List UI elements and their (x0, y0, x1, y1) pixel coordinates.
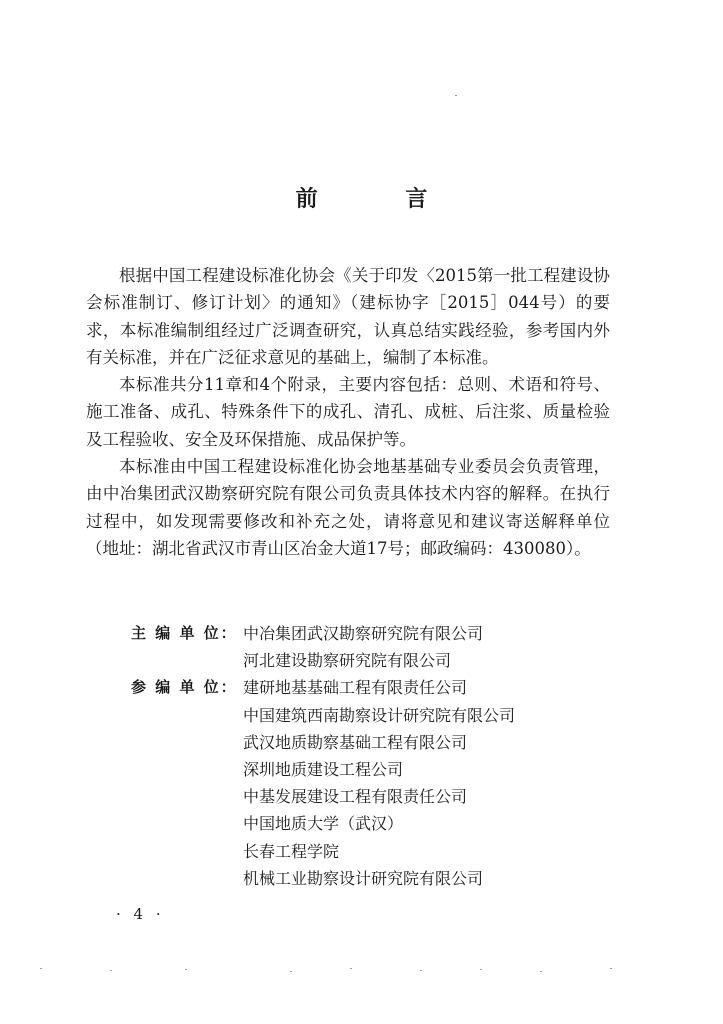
participating-unit-name: 深圳地质建设工程公司 (243, 759, 404, 779)
participating-unit-name: 机械工业勘察设计研究院有限公司 (243, 868, 484, 888)
chief-unit-name: 河北建设勘察研究院有限公司 (243, 651, 452, 671)
participating-unit-name: 建研地基基础工程有限责任公司 (243, 678, 468, 698)
participating-units-label: 参 编 单 位： (131, 678, 238, 697)
unit-list (0, 620, 723, 892)
chief-unit-row (0, 647, 723, 674)
scan-speck (455, 95, 457, 96)
scan-speck (40, 968, 42, 969)
scan-speck (610, 968, 612, 969)
chief-units-label: 主 编 单 位： (131, 624, 238, 642)
scan-speck (480, 969, 482, 970)
participating-unit-name: 中国地质大学（武汉） (243, 814, 404, 834)
participating-unit-row (0, 702, 723, 729)
preface-paragraph-3: 本标准由中国工程建设标准化协会地基基础专业委员会负责管理，由中冶集团武汉勘察研究院有限公司负责具体技术内容的解释。在执行过程中，如发现需要修改和补充之处，请将意见和建议寄送解释单位（地址：湖北省武汉市青山区冶金大道17号；邮政编码：430080）。 (86, 457, 610, 558)
participating-unit-row (0, 838, 723, 865)
preface-paragraph-1: 根据中国工程建设标准化协会《关于印发〈2015第一批工程建设协会标准制订、修订计划〉的通知》（建标协字［2015］044号）的要求，本标准编制组经过广泛调查研究，认真总结实践经验，参考国内外有关标准，并在广泛征求意见的基础上，编制了本标准。 (86, 266, 610, 367)
participating-unit-row (0, 729, 723, 756)
scan-speck (110, 970, 112, 971)
participating-unit-row (0, 783, 723, 810)
participating-unit-name: 长春工程学院 (243, 841, 340, 861)
scan-speck (290, 971, 292, 972)
scan-speck (420, 970, 422, 971)
participating-unit-name: 中基发展建设工程有限责任公司 (243, 787, 468, 807)
participating-unit-row (0, 756, 723, 783)
scan-speck (185, 969, 187, 970)
preface-body (86, 262, 610, 562)
participating-unit-row (0, 865, 723, 892)
preface-paragraph-2: 本标准共分11章和4个附录，主要内容包括：总则、术语和符号、施工准备、成孔、特殊条件下的成孔、清孔、成桩、后注浆、质量检验及工程验收、安全及环保措施、成品保护等。 (86, 375, 610, 449)
participating-unit-name: 中国建筑西南勘察设计研究院有限公司 (243, 705, 516, 725)
participating-unit-name: 武汉地质勘察基础工程有限公司 (243, 732, 468, 752)
chief-unit-row (0, 620, 723, 647)
scan-speck (540, 971, 542, 972)
chief-unit-name: 中冶集团武汉勘察研究院有限公司 (243, 624, 484, 643)
page-title: 前 言 (295, 187, 468, 212)
participating-unit-row (0, 810, 723, 837)
scan-speck (350, 968, 352, 969)
page-number: · 4 · (116, 905, 165, 923)
participating-unit-row (0, 674, 723, 701)
